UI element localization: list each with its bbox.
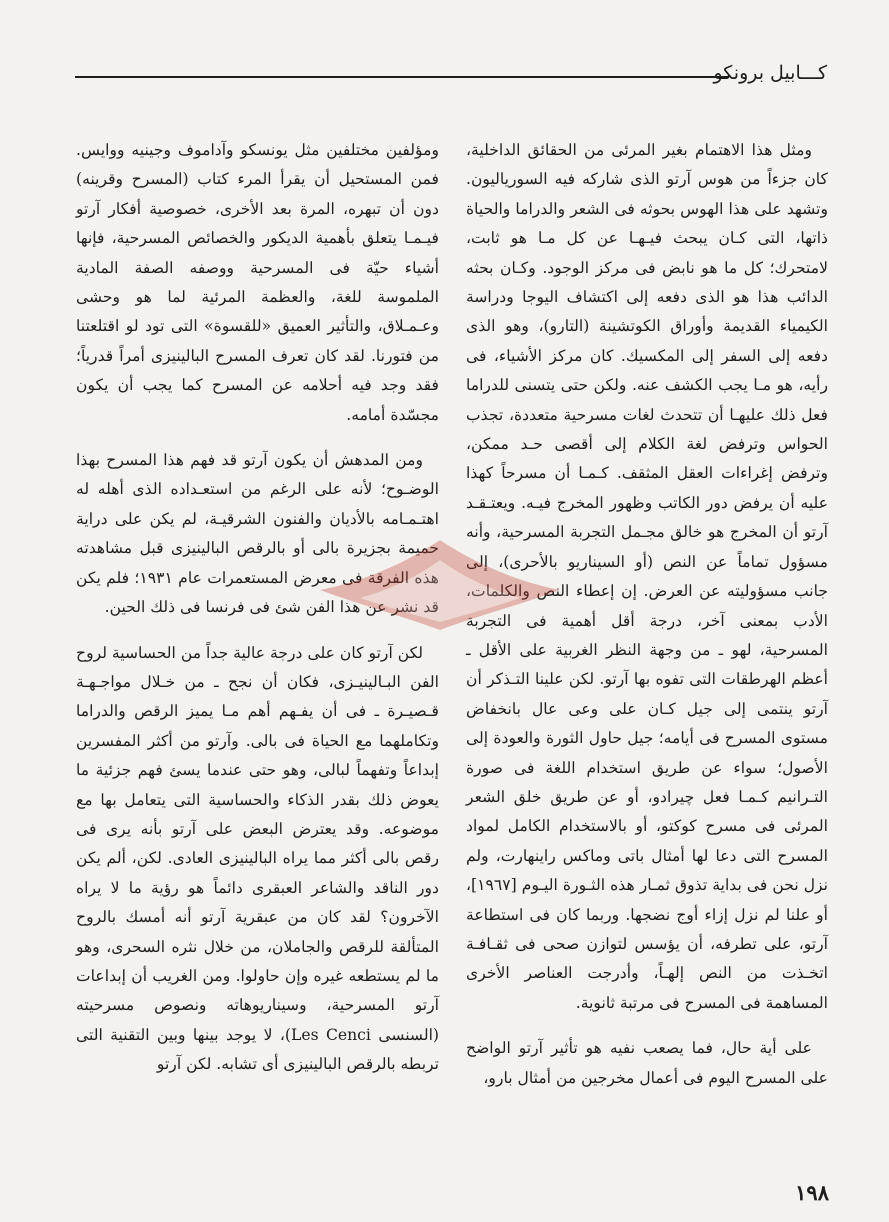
left-paragraph-2: ومن المدهش أن يكون آرتو قد فهم هذا المسرح بهذا الوضـوح؛ لأنه على الرغم من استعـداده الذى أهله له اهتـمـامه بالأديان والفنون الشرقيـة، لم يكن على دراية حميمة بجزيرة بالى أو بالرقص البالينيزى قبل مشاهدته هذه الفرقة فى معرض المستعمرات عام ١٩٣١؛ فلم يكن قد نشر عن هذا الفن شئ فى فرنسا فى ذلك الحين. xyxy=(76,451,440,617)
page-number: ١٩٨ xyxy=(795,1180,829,1205)
header-rule xyxy=(75,76,729,78)
right-paragraph-1: ومثل هذا الاهتمام بغير المرئى من الحقائق الداخلية، كان جزءاً من هوس آرتو الذى شاركه فيه السورياليون. وتشهد على هذا الهوس بحوثه فى الشعر والدراما والحياة ذاتها، التى كـان يبحث فيـهـا عن كل مـا هو ثابت، لامتحرك؛ كل ما هو نابض فى مركز الوجود. وكـان بحثه الدائب هذا هو الذى دفعه إلى اكتشاف اليوجا ودراسة الكيمياء القديمة وأوراق الكوتشينة (التارو)، وهو الذى دفعه إلى السفر إلى المكسيك. كان مركز الأشياء، فى رأيه، هو مـا يجب الكشف عنه. ولكن حتى يتسنى للدراما فعل ذلك عليهـا أن تتحدث لغات مسرحية متعددة، تجذب الحواس وترفض لغة الكلام إلى أقصى حـد ممكن، وترفض إغراءات العقل المثقف. كـمـا أن مسرحاً كهذا عليه أن يرفض دور الكاتب وظهور المخرج فيـه. ويعتـقـد آرتو أن المخرج هو خالق مجـمل التجربة المسرحية، وأنه مسؤول تماماً عن النص (أو السيناريو بالأحرى)، إلى جانب مسؤوليته عن العرض. إن إعطاء النص والكلمات، الأدب بمعنى آخر، درجة أقل أهمية فى التجربة المسرحية، لهو ـ من وجهة النظر الغربية على الأقل ـ أعظم الهرطقات التى تفوه بها آرتو. لكن علينا التـذكر أن آرتو ينتمى إلى جيل كـان على وعى عال بانخفاض مستوى المسرح فى أيامه؛ جيل حاول الثورة والعودة إلى الأصول؛ سواء عن طريق استخدام اللغة فى صورة التـرانيم كـمـا فعل چيرادو، أو عن طريق خلق الشعر المرئى فى مسرح كوكتو، أو بالاستخدام الكامل لمواد المسرح التى دعا لها أمثال باتى وماكس راينهارت، ولم نزل نحن فى بداية تذوق ثمـار هذه الثـورة اليـوم [١٩٦٧]، أو علنا لم نزل إزاء أوج نضجها. وربما كان فى استطاعة آرتو، على تطرفه، أن يؤسس لتوازن صحى فى ثقـافـة اتخـذت من النص إلهـاً، وأدرجت العناصر الأخرى المساهمة فى المسرح فى مرتبة ثانوية. xyxy=(466,141,828,1012)
right-column xyxy=(466,136,828,1109)
running-head-title: كـــابيل برونكو xyxy=(713,62,827,84)
right-paragraph-2: على أية حال، فما يصعب نفيه هو تأثير آرتو الواضح على المسرح اليوم فى أعمال مخرجين من أمثال بارو، xyxy=(466,1039,828,1087)
left-column xyxy=(76,136,439,1096)
left-paragraph-1: ومؤلفين مختلفين مثل يونسكو وآداموف وجينيه ووايس. فمن المستحيل أن يقرأ المرء كتاب (المسرح وقرينه) دون أن تبهره، المرة بعد الأخرى، خصوصية أفكار آرتو فيـمـا يتعلق بأهمية الديكور والخصائص المسرحية، فإنها أشياء حيّة فى المسرحية ووصفه الصفة المادية الملموسة للغة، والعظمة المرئية لما هو وحشى وعـمـلاق، والتأثير العميق «للقسوة» التى تود لو اقتلعتنا من فتورنا. لقد كان تعرف المسرح البالينيزى أمراً قدرياً؛ فقد وجد فيه أحلامه عن المسرح كما يجب أن يكون مجسّدة أمامه. xyxy=(76,141,439,424)
left-paragraph-3: لكن آرتو كان على درجة عالية جداً من الحساسية لروح الفن البـالينيـزى، فكان أن نجح ـ من خـلال مواجـهـة قـصيـرة ـ فى أن يفـهم أهم مـا يميز الرقص والدراما وتكاملهما مع الحياة فى بالى. وآرتو من أكثر المفسرين إبداعاً وتفهماً لبالى، وهو حتى عندما يسئ فهم جزئية ما يعوض ذلك بقدر الذكاء والحساسية التى يتعامل بها مع موضوعه. وقد يعترض البعض على آرتو بأنه يرى فى رقص بالى أكثر مما يراه البالينيزى العادى. لكن، ألم يكن دور الناقد والشاعر العبقرى دائماً هو رؤية ما لا يراه الآخرون؟ لقد كان من عبقرية آرتو أنه أمسك بالروح المتألقة للرقص والجاملان، من خلال نثره السحرى، وهو ما لم يستطعه غيره وإن حاولوا. ومن الغريب أن إبداعات آرتو المسرحية، وسيناريوهاته ونصوص مسرحيته (السنسى Les Cenci)، لا يوجد بينها وبين التقنية التى تربطه بالرقص البالينيزى أى تشابه. لكن آرتو xyxy=(76,643,440,1074)
